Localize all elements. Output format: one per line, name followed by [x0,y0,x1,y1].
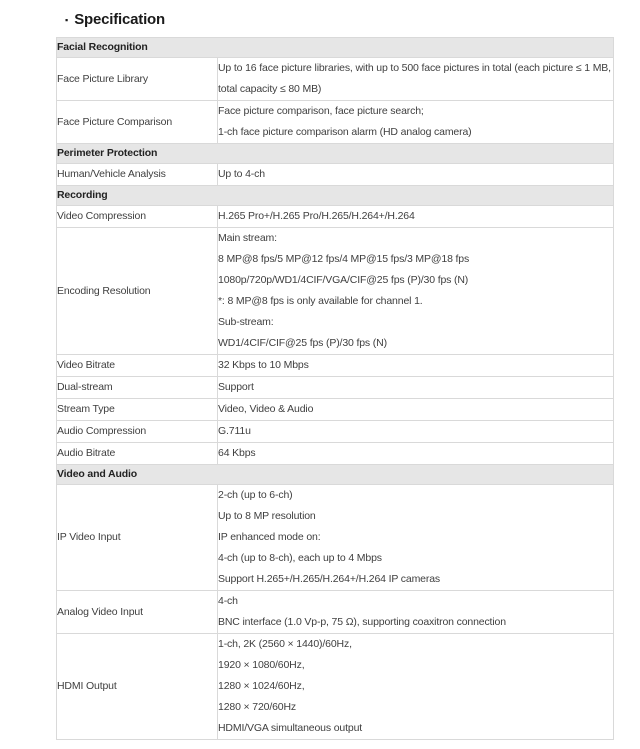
spec-row [57,485,614,591]
section-header-label: Recording [57,186,614,206]
spec-row [57,443,614,465]
spec-row [57,206,614,228]
spec-label: Analog Video Input [57,591,218,634]
spec-label: Audio Bitrate [57,443,218,465]
spec-value [218,355,614,377]
spec-value [218,58,614,101]
spec-value-line: Sub-stream: [218,316,274,328]
spec-value-line: 8 MP@8 fps/5 MP@12 fps/4 MP@15 fps/3 MP@18 fps [218,253,470,265]
spec-row [57,634,614,740]
spec-row [57,591,614,634]
section-header-row [57,186,614,206]
spec-value-line: 2-ch (up to 6-ch) [218,489,293,501]
spec-value-line: *: 8 MP@8 fps is only available for channel 1. [218,295,423,307]
section-header-row [57,465,614,485]
spec-label: Face Picture Library [57,58,218,101]
spec-label: Audio Compression [57,421,218,443]
spec-row [57,164,614,186]
spec-value [218,421,614,443]
spec-value-line: Support [218,381,254,393]
section-header-label: Facial Recognition [57,38,614,58]
spec-label: Face Picture Comparison [57,101,218,144]
spec-value-line: Video, Video & Audio [218,403,314,415]
spec-row [57,58,614,101]
spec-value-line: Main stream: [218,232,277,244]
spec-value-line: BNC interface (1.0 Vp-p, 75 Ω), supporting coaxitron connection [218,616,506,628]
spec-value-line: HDMI/VGA simultaneous output [218,722,363,734]
spec-value [218,164,614,186]
spec-value [218,101,614,144]
spec-value-line: Up to 4-ch [218,168,265,180]
spec-value-line: 1-ch, 2K (2560 × 1440)/60Hz, [218,638,352,650]
spec-value-line: 1920 × 1080/60Hz, [218,659,305,671]
specification-table [56,37,614,740]
spec-value-line: 1-ch face picture comparison alarm (HD analog camera) [218,126,472,138]
spec-value [218,485,614,591]
section-header-label: Perimeter Protection [57,144,614,164]
spec-row [57,101,614,144]
spec-value [218,443,614,465]
spec-row [57,399,614,421]
spec-value-line: 64 Kbps [218,447,256,459]
spec-label: Stream Type [57,399,218,421]
spec-label: Video Compression [57,206,218,228]
section-header-label: Video and Audio [57,465,614,485]
page-title: Specification [74,11,165,28]
spec-value-line: 32 Kbps to 10 Mbps [218,359,309,371]
spec-row [57,228,614,355]
spec-value-line: IP enhanced mode on: [218,531,321,543]
spec-value-line: G.711u [218,425,251,437]
spec-value-line: 1280 × 1024/60Hz, [218,680,305,692]
spec-label: IP Video Input [57,485,218,591]
page-heading [65,11,640,29]
spec-row [57,377,614,399]
spec-label: HDMI Output [57,634,218,740]
spec-value-line: WD1/4CIF/CIF@25 fps (P)/30 fps (N) [218,337,387,349]
spec-value-line: Up to 16 face picture libraries, with up to 500 face pictures in total (each picture ≤ 1 MB, total capacity ≤ 80 MB) [218,62,611,95]
spec-label: Encoding Resolution [57,228,218,355]
spec-value-line: Support H.265+/H.265/H.264+/H.264 IP cameras [218,573,441,585]
spec-value-line: Face picture comparison, face picture search; [218,105,424,117]
spec-value-line: H.265 Pro+/H.265 Pro/H.265/H.264+/H.264 [218,210,415,222]
spec-value-line: 4-ch (up to 8-ch), each up to 4 Mbps [218,552,382,564]
spec-row [57,355,614,377]
spec-label: Video Bitrate [57,355,218,377]
spec-value [218,206,614,228]
section-header-row [57,144,614,164]
square-bullet-icon: ▪ [65,15,69,25]
spec-value-line: 1280 × 720/60Hz [218,701,297,713]
spec-value [218,399,614,421]
spec-value [218,228,614,355]
spec-value-line: 4-ch [218,595,238,607]
spec-row [57,421,614,443]
section-header-row [57,38,614,58]
spec-value [218,591,614,634]
spec-value [218,377,614,399]
spec-value-line: 1080p/720p/WD1/4CIF/VGA/CIF@25 fps (P)/30 fps (N) [218,274,469,286]
spec-label: Dual-stream [57,377,218,399]
spec-value-line: Up to 8 MP resolution [218,510,316,522]
spec-value [218,634,614,740]
spec-label: Human/Vehicle Analysis [57,164,218,186]
